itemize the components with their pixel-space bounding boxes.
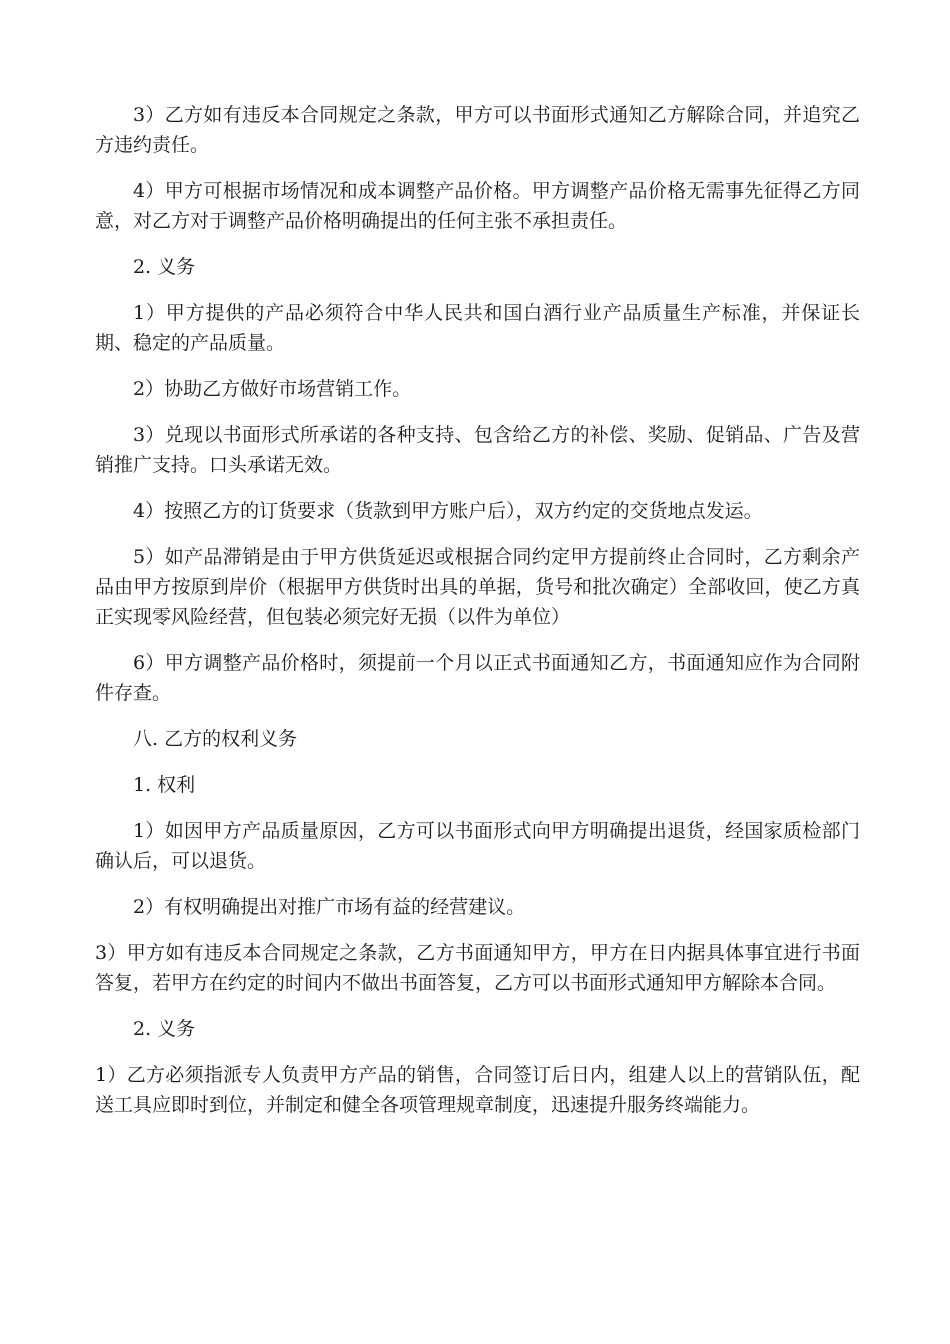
clause-paragraph: 3）兑现以书面形式所承诺的各种支持、包含给乙方的补偿、奖励、促销品、广告及营销推广支持。口头承诺无效。 [95,424,860,476]
clause-paragraph: 1）乙方必须指派专人负责甲方产品的销售，合同签订后日内，组建人以上的营销队伍，配送工具应即时到位，并制定和健全各项管理规章制度，迅速提升服务终端能力。 [95,1064,860,1116]
clause-paragraph: 6）甲方调整产品价格时，须提前一个月以正式书面通知乙方，书面通知应作为合同附件存查。 [95,652,860,704]
section-heading: 2. 义务 [133,256,196,278]
section-heading: 八. 乙方的权利义务 [133,728,298,750]
clause-paragraph: 3）甲方如有违反本合同规定之条款，乙方书面通知甲方，甲方在日内据具体事宜进行书面答复，若甲方在约定的时间内不做出书面答复，乙方可以书面形式通知甲方解除本合同。 [95,942,860,994]
document-body [95,100,860,1136]
clause-paragraph: 4）甲方可根据市场情况和成本调整产品价格。甲方调整产品价格无需事先征得乙方同意，对乙方对于调整产品价格明确提出的任何主张不承担责任。 [95,180,860,232]
clause-paragraph: 5）如产品滞销是由于甲方供货延迟或根据合同约定甲方提前终止合同时，乙方剩余产品由甲方按原到岸价（根据甲方供货时出具的单据，货号和批次确定）全部收回，使乙方真正实现零风险经营，但包装必须完好无损（以件为单位） [95,546,860,628]
section-heading: 1. 权利 [133,774,196,796]
clause-paragraph: 2）协助乙方做好市场营销工作。 [133,378,412,400]
clause-paragraph: 4）按照乙方的订货要求（货款到甲方账户后），双方约定的交货地点发运。 [133,500,763,522]
clause-paragraph: 2）有权明确提出对推广市场有益的经营建议。 [133,896,526,918]
section-heading: 2. 义务 [133,1018,196,1040]
clause-paragraph: 1）如因甲方产品质量原因，乙方可以书面形式向甲方明确提出退货，经国家质检部门确认后，可以退货。 [95,820,860,872]
clause-paragraph: 1）甲方提供的产品必须符合中华人民共和国白酒行业产品质量生产标准，并保证长期、稳定的产品质量。 [95,302,860,354]
clause-paragraph: 3）乙方如有违反本合同规定之条款，甲方可以书面形式通知乙方解除合同，并追究乙方违约责任。 [95,104,860,156]
